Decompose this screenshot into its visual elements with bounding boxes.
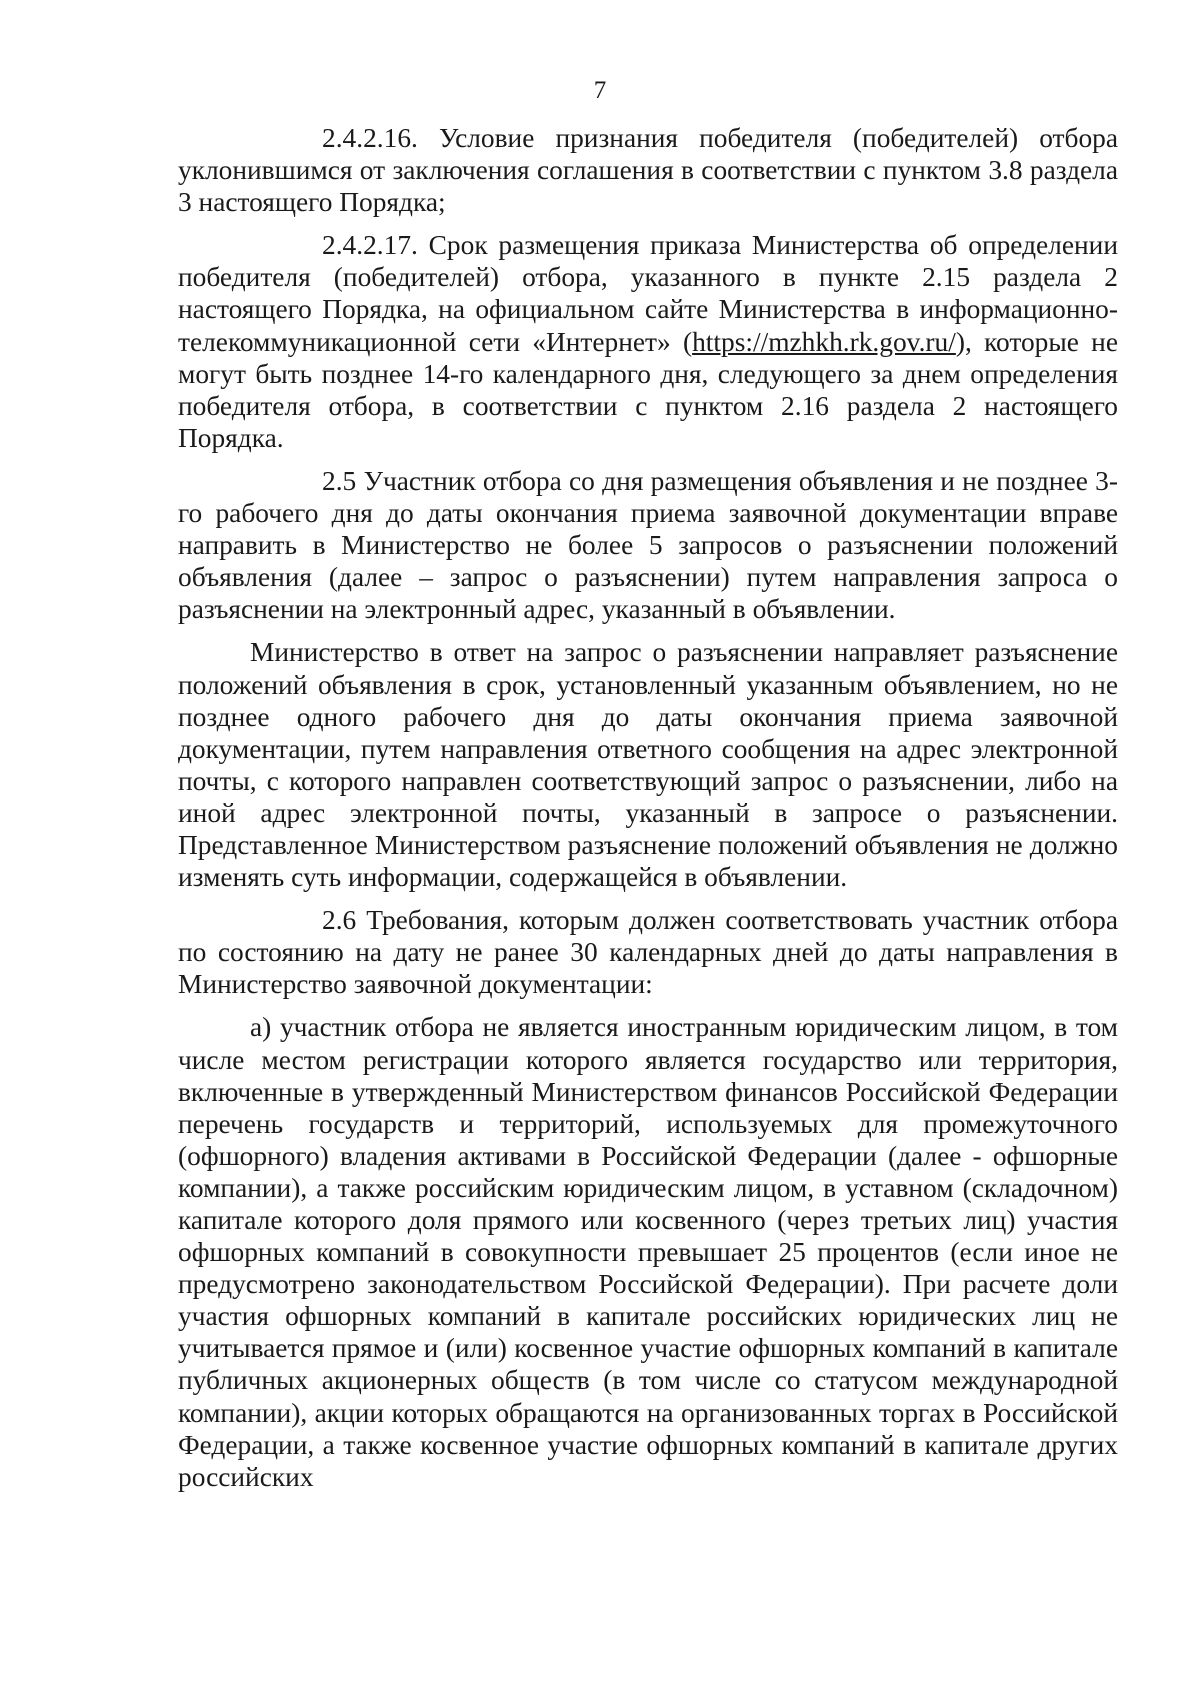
clause-number: 2.6 [322, 905, 357, 936]
clause-number: 2.4.2.16. [322, 123, 418, 153]
paragraph-text: Требования, которым должен соответствовать участник отбора по состоянию на дату не ранее 30 календарных дней до даты направления в Министерство заявочной документации: [178, 905, 1118, 1000]
document-body [178, 122, 1118, 1493]
paragraph-text: а) участник отбора не является иностранным юридическим лицом, в том числе местом регистрации которого является государство или территория, включенные в утвержденный Министерством финансов Российской Федерации перечень государств и территорий, используемых для промежуточного (офшорного) владения активами в Российской Федерации (далее - офшорные компании), а также российским юридическим лицом, в уставном (складочном) капитале которого доля прямого или косвенного (через третьих лиц) участия офшорных компаний в совокупности превышает 25 процентов (если иное не предусмотрено законодательством Российской Федерации). При расчете доли участия офшорных компаний в капитале российских юридических лиц не учитывается прямое и (или) косвенное участие офшорных компаний в капитале публичных акционерных обществ (в том числе со статусом международной компании), акции которых обращаются на организованных торгах в Российской Федерации, а также косвенное участие офшорных компаний в капитале других российских [178, 1012, 1118, 1492]
paragraph-text: Участник отбора со дня размещения объявления и не позднее 3-го рабочего дня до даты окончания приема заявочной документации вправе направить в Министерство не более 5 запросов о разъяснении положений объявления (далее – запрос о разъяснении) путем направления запроса о разъяснении на электронный адрес, указанный в объявлении. [178, 465, 1118, 625]
paragraph-text: Условие признания победителя (победителей) отбора уклонившимся от заключения соглашения в соответствии с пунктом 3.8 раздела 3 настоящего Порядка; [178, 123, 1118, 218]
paragraph-text-continued: ), которые не могут быть позднее 14-го календарного дня, следующего за днем определения победителя отбора, в соответствии с пунктом 2.16 раздела 2 настоящего Порядка. [178, 326, 1118, 453]
paragraph-requirement-a [178, 1011, 1118, 1492]
paragraph-2-4-2-17 [178, 229, 1118, 454]
ministry-website-link[interactable]: https://mzhkh.rk.gov.ru/ [692, 326, 956, 357]
page-number: 7 [593, 77, 607, 104]
clause-number: 2.5 [322, 465, 357, 496]
paragraph-text: Министерство в ответ на запрос о разъяснении направляет разъяснение положений объявления в срок, установленный указанным объявлением, но не позднее одного рабочего дня до даты окончания приема заявочной документации, путем направления ответного сообщения на адрес электронной почты, с которого направлен соответствующий запрос о разъяснении, либо на иной адрес электронной почты, указанный в запросе о разъяснении. Представленное Министерством разъяснение положений объявления не должно изменять суть информации, содержащейся в объявлении. [178, 637, 1118, 893]
paragraph-2-5 [178, 465, 1118, 625]
clause-number: 2.4.2.17. [322, 230, 418, 261]
paragraph-2-4-2-16 [178, 122, 1118, 218]
paragraph-text: Срок размещения приказа Министерства об определении победителя (победителей) отбора, указанного в пункте 2.15 раздела 2 настоящего Порядка, на официальном сайте Министерства в информационно-телекоммуникационной сети «Интернет» ( [178, 230, 1118, 357]
paragraph-2-6 [178, 904, 1118, 1000]
paragraph-ministry-response [178, 636, 1118, 893]
